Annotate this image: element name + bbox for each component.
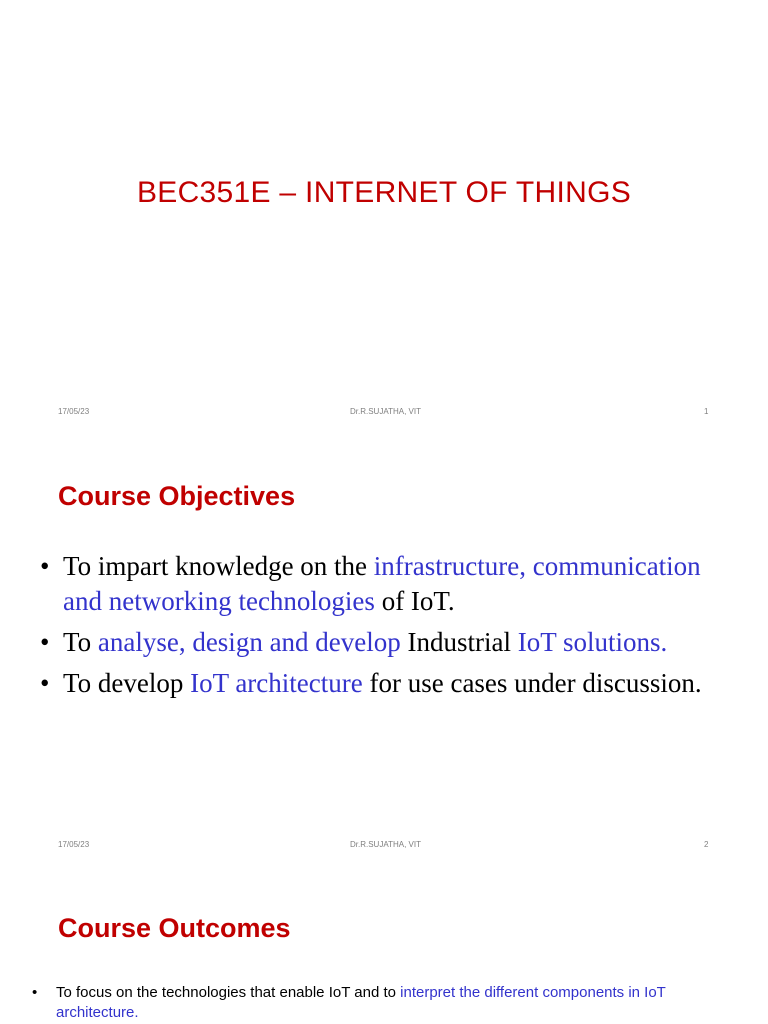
bullet-glyph: •: [40, 551, 50, 581]
slide-title: BEC351E – INTERNET OF THINGS: [136, 176, 632, 209]
bullet-glyph: •: [40, 668, 50, 698]
bullet-glyph: •: [40, 627, 50, 657]
footer-date: 17/05/23: [58, 840, 90, 849]
bullet-highlight: infrastructure, communication and networking technologies: [63, 551, 701, 616]
footer-date: 17/05/23: [58, 407, 90, 416]
slide-1: [0, 0, 768, 432]
bullet-glyph: •: [32, 984, 38, 1001]
footer-author: Dr.R.SUJATHA, VIT: [350, 840, 421, 849]
bullet-highlight: IoT solutions.: [517, 627, 668, 657]
footer-page-number: 1: [704, 407, 709, 416]
bullet-text: To: [63, 627, 98, 657]
bullet-text: Industrial: [400, 627, 518, 657]
bullet-text: of IoT.: [374, 586, 455, 616]
footer-page-number: 2: [704, 840, 709, 849]
bullet-highlight: analyse, design and develop: [97, 627, 401, 657]
footer-author: Dr.R.SUJATHA, VIT: [350, 407, 421, 416]
bullet-highlight: IoT architecture: [190, 668, 363, 698]
bullet-highlight: interpret the different components in IoT architecture.: [56, 984, 666, 1021]
slide-heading: Course Outcomes: [58, 913, 291, 943]
bullet-list: [40, 549, 730, 707]
bullet-list: [32, 983, 732, 1023]
bullet-text: To develop: [63, 668, 191, 698]
bullet-text: To impart knowledge on the: [63, 551, 374, 581]
list-item: [40, 625, 730, 660]
list-item: [40, 549, 730, 619]
slide-2: [0, 434, 768, 866]
slide-heading: Course Objectives: [58, 481, 296, 511]
bullet-text: To focus on the technologies that enable IoT and to: [56, 984, 401, 1001]
bullet-text: for use cases under discussion.: [362, 668, 702, 698]
list-item: [32, 983, 732, 1023]
list-item: [40, 666, 730, 701]
slide-3: [0, 868, 768, 1024]
